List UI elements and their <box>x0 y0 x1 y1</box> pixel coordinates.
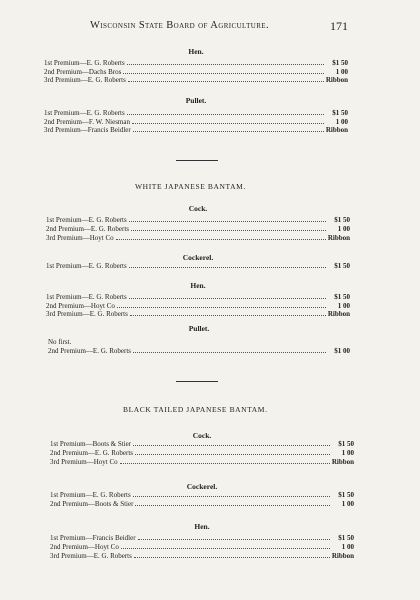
award-value: Ribbon <box>325 76 348 84</box>
no-award-note: No first. <box>48 338 72 346</box>
leader-dots <box>133 439 330 446</box>
leader-dots <box>135 448 330 455</box>
section-divider <box>176 160 218 161</box>
award-label: 2nd Premium—Hoyt Co <box>46 302 115 310</box>
award-entry <box>46 292 350 301</box>
award-entry <box>46 261 350 270</box>
award-value: Ribbon <box>327 310 350 318</box>
award-label: 3rd Premium—Francis Beidler <box>44 126 131 134</box>
leader-dots <box>120 457 330 464</box>
award-label: 3rd Premium—E. G. Roberts <box>44 76 126 84</box>
leader-dots <box>138 533 330 540</box>
leader-dots <box>132 117 324 124</box>
award-entry <box>44 125 348 134</box>
award-entry <box>50 448 354 457</box>
award-label: 1st Premium—Boots & Stier <box>50 440 132 448</box>
award-label: 2nd Premium—E. G. Roberts <box>50 449 134 457</box>
award-value: 1 00 <box>337 302 350 310</box>
award-label: 1st Premium—E. G. Roberts <box>46 293 127 301</box>
award-entry <box>44 58 348 67</box>
award-entry <box>50 551 354 560</box>
award-value: 1 00 <box>341 500 354 508</box>
award-value: $1 50 <box>332 59 348 67</box>
category-heading: Hen. <box>194 522 210 531</box>
award-label: 1st Premium—E. G. Roberts <box>46 262 127 270</box>
leader-dots <box>127 108 324 115</box>
leader-dots <box>133 346 326 353</box>
award-value: $1 50 <box>334 216 350 224</box>
category-heading: Hen. <box>190 281 206 290</box>
leader-dots <box>133 125 324 132</box>
category-heading: Pullet. <box>188 324 210 333</box>
leader-dots <box>131 224 326 231</box>
leader-dots <box>129 261 326 268</box>
award-label: 3rd Premium—E. G. Roberts <box>50 552 132 560</box>
category-heading: Cock. <box>188 204 208 213</box>
award-value: $1 50 <box>338 491 354 499</box>
category-heading: Hen. <box>188 47 204 56</box>
award-value: 1 00 <box>335 118 348 126</box>
category-heading: Cock. <box>192 431 212 440</box>
category-heading: Cockerel. <box>186 482 218 491</box>
award-label: 2nd Premium—E. G. Roberts <box>46 225 130 233</box>
award-entry <box>50 490 354 499</box>
running-head: Wisconsin State Board of Agriculture. <box>90 20 269 31</box>
award-value: Ribbon <box>327 234 350 242</box>
leader-dots <box>129 292 326 299</box>
award-entry <box>50 457 354 466</box>
page-number: 171 <box>330 19 348 33</box>
award-label: 1st Premium—E. G. Roberts <box>50 491 131 499</box>
leader-dots <box>116 233 326 240</box>
award-entry <box>46 309 350 318</box>
award-label: 3rd Premium—E. G. Roberts <box>46 310 128 318</box>
award-entry <box>50 533 354 542</box>
award-entry <box>46 215 350 224</box>
award-label: 2nd Premium—Hoyt Co <box>50 543 119 551</box>
award-label: 2nd Premium—Dachs Bros <box>44 68 122 76</box>
award-entry <box>50 439 354 448</box>
award-value: 1 00 <box>335 68 348 76</box>
award-label: 3rd Premium—Hoyt Co <box>46 234 114 242</box>
leader-dots <box>127 58 324 65</box>
category-heading: Cockerel. <box>182 253 214 262</box>
award-label: 1st Premium—E. G. Roberts <box>46 216 127 224</box>
leader-dots <box>133 490 330 497</box>
award-value: Ribbon <box>331 458 354 466</box>
award-value: $1 50 <box>334 293 350 301</box>
award-entry <box>50 499 354 508</box>
leader-dots <box>117 301 326 308</box>
award-entry <box>48 346 350 355</box>
leader-dots <box>123 67 324 74</box>
leader-dots <box>129 215 326 222</box>
leader-dots <box>135 499 330 506</box>
leader-dots <box>130 309 326 316</box>
award-label: 2nd Premium—F. W. Niesman <box>44 118 130 126</box>
section-title: BLACK TAILED JAPANESE BANTAM. <box>123 405 268 414</box>
award-label: 2nd Premium—E. G. Roberts <box>48 347 132 355</box>
award-value: 1 00 <box>337 225 350 233</box>
category-heading: Pullet. <box>185 96 207 105</box>
leader-dots <box>121 542 330 549</box>
award-value: Ribbon <box>331 552 354 560</box>
award-label: 1st Premium—E. G. Roberts <box>44 59 125 67</box>
award-entry <box>46 233 350 242</box>
award-value: 1 00 <box>341 449 354 457</box>
section-divider <box>176 381 218 382</box>
award-label: 3rd Premium—Hoyt Co <box>50 458 118 466</box>
section-title: WHITE JAPANESE BANTAM. <box>135 182 246 191</box>
award-value: $1 50 <box>334 262 350 270</box>
award-entry <box>46 224 350 233</box>
leader-dots <box>128 75 324 82</box>
award-value: Ribbon <box>325 126 348 134</box>
award-label: 1st Premium—Francis Beidler <box>50 534 136 542</box>
award-label: 1st Premium—E. G. Roberts <box>44 109 125 117</box>
award-value: 1 00 <box>341 543 354 551</box>
award-value: $1 50 <box>338 440 354 448</box>
award-entry <box>44 108 348 117</box>
award-label: 2nd Premium—Boots & Stier <box>50 500 134 508</box>
award-entry <box>44 75 348 84</box>
award-value: $1 50 <box>332 109 348 117</box>
award-value: $1 50 <box>338 534 354 542</box>
leader-dots <box>134 551 330 558</box>
award-entry <box>50 542 354 551</box>
award-value: $1 00 <box>334 347 350 355</box>
